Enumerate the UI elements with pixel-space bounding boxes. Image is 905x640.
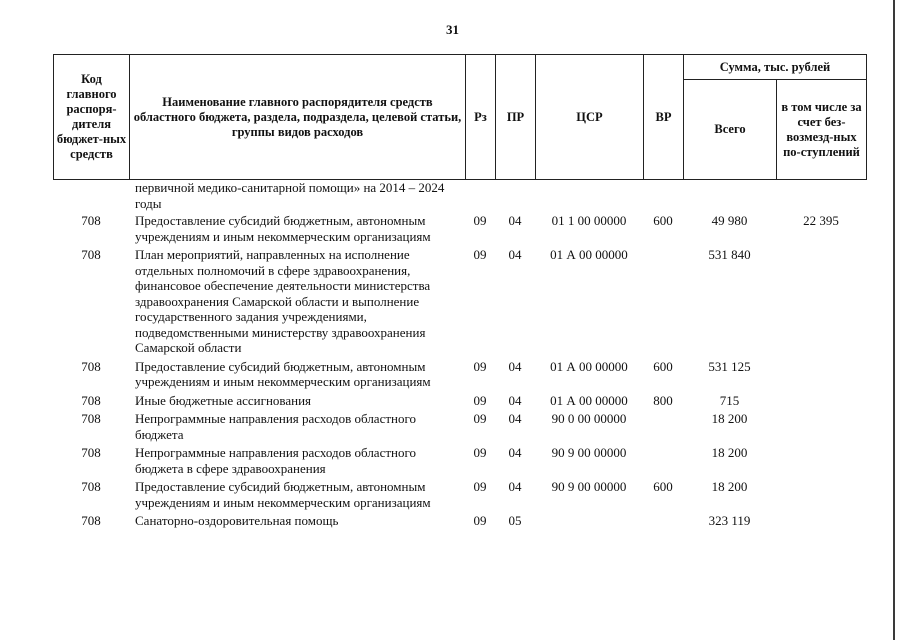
- row-pr: 05: [508, 513, 522, 528]
- header-total: Всего: [684, 80, 777, 180]
- row-vr: 600: [653, 479, 673, 494]
- header-vr: ВР: [644, 55, 684, 180]
- row-pr: 04: [508, 358, 522, 374]
- row-pr: 04: [508, 411, 522, 426]
- header-code: Код главного распоря-дителя бюджет-ных средств: [54, 55, 130, 180]
- row-total: 323 119: [708, 513, 751, 528]
- row-rz: 09: [473, 247, 487, 262]
- row-csr: 01 А 00 00000: [550, 247, 628, 262]
- row-name: Непрограммные направления расходов областного бюджета: [135, 411, 416, 442]
- header-free: в том числе за счет без-возмезд-ных по-ступлений: [777, 80, 867, 180]
- header-name: Наименование главного распорядителя средств областного бюджета, раздела, подраздела, целевой статьи, группы видов расходов: [130, 55, 466, 180]
- row-csr: 90 9 00 00000: [551, 479, 627, 494]
- row-vr: 600: [653, 358, 673, 374]
- row-pr: 04: [508, 445, 522, 460]
- row-code: 708: [81, 445, 101, 460]
- row-name: Предоставление субсидий бюджетным, автономным учреждениям и иным некоммерческим организациям: [135, 213, 431, 244]
- row-rz: 09: [473, 411, 487, 426]
- row-total: 49 980: [711, 213, 748, 228]
- row-pr: 04: [508, 479, 522, 494]
- row-rz: 09: [473, 358, 487, 374]
- table-row: [53, 213, 880, 247]
- row-name: Предоставление субсидий бюджетным, автономным учреждениям и иным некоммерческим организациям: [135, 479, 431, 510]
- table-row: [53, 359, 880, 393]
- page-number: 31: [446, 22, 459, 37]
- row-pr: 04: [508, 247, 522, 262]
- page-edge-line: [893, 0, 895, 640]
- row-code: 708: [81, 513, 101, 528]
- row-total: 715: [719, 392, 740, 408]
- row-rz: 09: [473, 445, 487, 460]
- row-total: 531 840: [708, 247, 751, 262]
- table-row: [53, 411, 880, 445]
- row-total: 531 125: [708, 358, 751, 374]
- row-rz: 09: [473, 479, 487, 494]
- row-pr: 04: [508, 213, 522, 228]
- row-name: Предоставление субсидий бюджетным, автономным учреждениям и иным некоммерческим организациям: [135, 358, 431, 389]
- row-rz: 09: [473, 392, 487, 408]
- row-name: Иные бюджетные ассигнования: [135, 392, 312, 408]
- table-row: [53, 445, 880, 479]
- table-row: [53, 513, 880, 532]
- row-code: 708: [81, 479, 101, 494]
- row-rz: 09: [473, 213, 487, 228]
- row-name: Непрограммные направления расходов областного бюджета в сфере здравоохранения: [135, 445, 416, 476]
- row-csr: 01 А 00 00000: [550, 358, 628, 374]
- header-csr: ЦСР: [536, 55, 644, 180]
- row-name: План мероприятий, направленных на исполнение отдельных полномочий в сфере здравоохранения, финансовое обеспечение деятельности министерства здравоохранения Самарской области и выполнение государственного задания учреждениями, подведомственными министерству здравоохранения Самарской области: [135, 247, 431, 355]
- table-row: [53, 247, 880, 359]
- continuation-row: [53, 180, 880, 213]
- row-code: 708: [81, 247, 101, 262]
- row-code: 708: [81, 213, 101, 228]
- row-list: [53, 213, 880, 532]
- table-header: [53, 54, 867, 180]
- row-free: 22 395: [803, 213, 839, 228]
- row-rz: 09: [473, 513, 487, 528]
- header-rz: Рз: [466, 55, 496, 180]
- row-code: 708: [81, 411, 101, 426]
- header-pr: ПР: [496, 55, 536, 180]
- row-vr: 800: [653, 392, 673, 408]
- row-code: 708: [81, 358, 101, 374]
- row-total: 18 200: [711, 479, 748, 494]
- row-csr: 90 0 00 00000: [551, 411, 627, 426]
- row-total: 18 200: [711, 411, 748, 426]
- row-csr: 01 А 00 00000: [550, 392, 628, 408]
- header-sum: Сумма, тыс. рублей: [684, 55, 867, 80]
- row-csr: 90 9 00 00000: [551, 445, 627, 460]
- table-body: [53, 180, 880, 532]
- continuation-text: первичной медико-санитарной помощи» на 2014 – 2024 годы: [135, 180, 445, 211]
- row-total: 18 200: [711, 445, 748, 460]
- table-row: [53, 479, 880, 513]
- table-row: [53, 393, 880, 412]
- row-name: Санаторно-оздоровительная помощь: [135, 513, 339, 528]
- row-csr: 01 1 00 00000: [551, 213, 627, 228]
- row-pr: 04: [508, 392, 522, 408]
- row-vr: 600: [653, 213, 673, 228]
- row-code: 708: [81, 392, 101, 408]
